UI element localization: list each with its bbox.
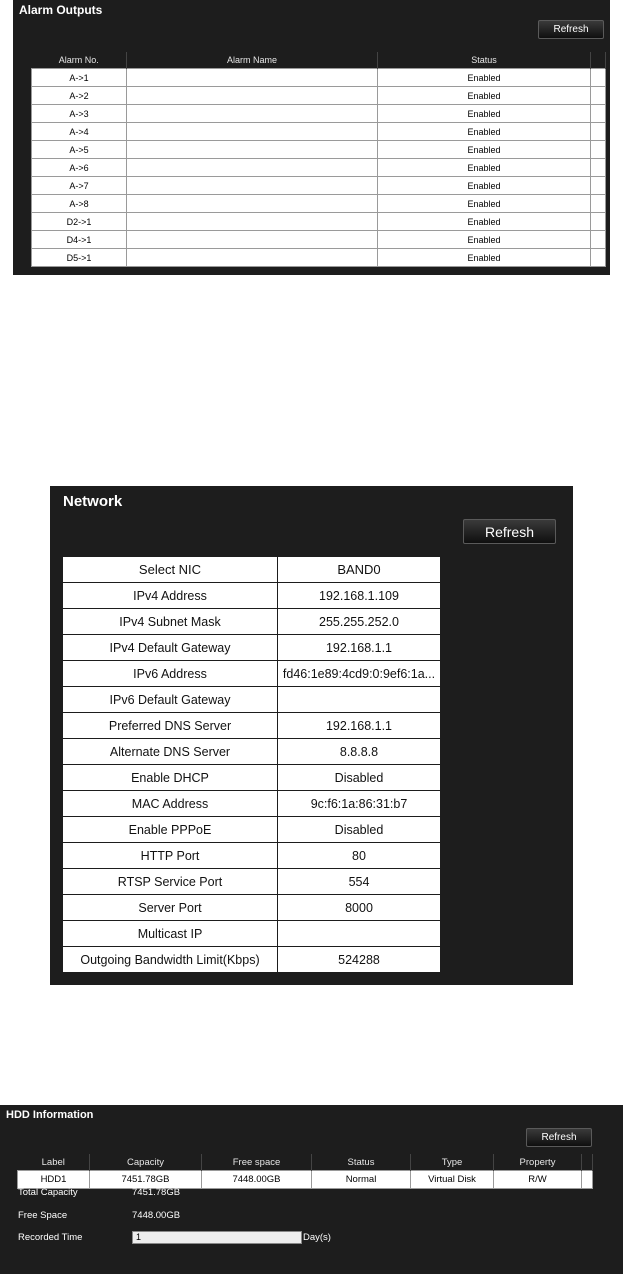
alarm-filler-cell bbox=[591, 195, 606, 213]
network-field-value: 80 bbox=[278, 843, 441, 869]
network-field-label: HTTP Port bbox=[63, 843, 278, 869]
free-space-value: 7448.00GB bbox=[132, 1210, 181, 1221]
column-header-free-space[interactable]: Free space bbox=[202, 1154, 312, 1171]
table-row bbox=[63, 687, 441, 713]
alarm-name-cell bbox=[127, 105, 378, 123]
alarm-outputs-table bbox=[31, 52, 606, 267]
alarm-status-cell: Enabled bbox=[378, 213, 591, 231]
table-row[interactable] bbox=[32, 69, 606, 87]
table-row[interactable] bbox=[32, 141, 606, 159]
network-field-value: Disabled bbox=[278, 765, 441, 791]
alarm-status-cell: Enabled bbox=[378, 159, 591, 177]
network-field-label: MAC Address bbox=[63, 791, 278, 817]
alarm-status-cell: Enabled bbox=[378, 249, 591, 267]
table-header-row bbox=[63, 557, 441, 583]
alarm-filler-cell bbox=[591, 231, 606, 249]
table-row bbox=[63, 947, 441, 973]
alarm-filler-cell bbox=[591, 159, 606, 177]
table-row[interactable] bbox=[32, 249, 606, 267]
network-field-value: 524288 bbox=[278, 947, 441, 973]
network-field-value bbox=[278, 687, 441, 713]
network-field-value: 192.168.1.1 bbox=[278, 635, 441, 661]
alarm-filler-cell bbox=[591, 69, 606, 87]
column-header-alarm-name[interactable]: Alarm Name bbox=[127, 52, 378, 69]
alarm-no-cell: A->8 bbox=[32, 195, 127, 213]
alarm-no-cell: A->1 bbox=[32, 69, 127, 87]
network-field-label: Multicast IP bbox=[63, 921, 278, 947]
hdd-information-panel bbox=[0, 1105, 623, 1274]
network-field-label: IPv4 Default Gateway bbox=[63, 635, 278, 661]
table-row bbox=[63, 713, 441, 739]
alarm-filler-cell bbox=[591, 141, 606, 159]
network-field-label: Preferred DNS Server bbox=[63, 713, 278, 739]
alarm-name-cell bbox=[127, 69, 378, 87]
table-row[interactable] bbox=[32, 213, 606, 231]
alarm-outputs-refresh-button[interactable]: Refresh bbox=[538, 20, 604, 39]
table-row bbox=[63, 817, 441, 843]
network-field-label: Outgoing Bandwidth Limit(Kbps) bbox=[63, 947, 278, 973]
network-field-value: 192.168.1.109 bbox=[278, 583, 441, 609]
column-header-type[interactable]: Type bbox=[411, 1154, 494, 1171]
alarm-outputs-title: Alarm Outputs bbox=[19, 3, 103, 17]
alarm-status-cell: Enabled bbox=[378, 69, 591, 87]
network-field-value: 255.255.252.0 bbox=[278, 609, 441, 635]
hdd-status-cell: Normal bbox=[312, 1171, 411, 1189]
hdd-label-cell: HDD1 bbox=[18, 1171, 90, 1189]
network-field-value: Disabled bbox=[278, 817, 441, 843]
alarm-status-cell: Enabled bbox=[378, 177, 591, 195]
recorded-time-input[interactable]: 1 bbox=[132, 1231, 302, 1244]
network-field-value: fd46:1e89:4cd9:0:9ef6:1a... bbox=[278, 661, 441, 687]
network-field-label: IPv4 Subnet Mask bbox=[63, 609, 278, 635]
alarm-name-cell bbox=[127, 159, 378, 177]
hdd-property-cell: R/W bbox=[494, 1171, 582, 1189]
alarm-no-cell: A->7 bbox=[32, 177, 127, 195]
table-row bbox=[63, 739, 441, 765]
table-row[interactable] bbox=[32, 105, 606, 123]
alarm-filler-cell bbox=[591, 105, 606, 123]
hdd-capacity-cell: 7451.78GB bbox=[90, 1171, 202, 1189]
table-row bbox=[63, 921, 441, 947]
select-nic-value[interactable]: BAND0 bbox=[278, 557, 441, 583]
network-field-label: IPv6 Address bbox=[63, 661, 278, 687]
network-field-value: 8000 bbox=[278, 895, 441, 921]
alarm-name-cell bbox=[127, 195, 378, 213]
table-row bbox=[63, 843, 441, 869]
network-field-label: Alternate DNS Server bbox=[63, 739, 278, 765]
table-row[interactable] bbox=[32, 177, 606, 195]
alarm-status-cell: Enabled bbox=[378, 231, 591, 249]
alarm-name-cell bbox=[127, 177, 378, 195]
alarm-filler-cell bbox=[591, 123, 606, 141]
alarm-name-cell bbox=[127, 213, 378, 231]
alarm-status-cell: Enabled bbox=[378, 123, 591, 141]
network-field-label: IPv4 Address bbox=[63, 583, 278, 609]
column-header-status[interactable]: Status bbox=[378, 52, 591, 69]
table-row bbox=[63, 635, 441, 661]
column-header-property[interactable]: Property bbox=[494, 1154, 582, 1171]
column-header-label[interactable]: Label bbox=[18, 1154, 90, 1171]
alarm-filler-cell bbox=[591, 213, 606, 231]
table-row[interactable] bbox=[32, 231, 606, 249]
alarm-name-cell bbox=[127, 123, 378, 141]
alarm-no-cell: A->2 bbox=[32, 87, 127, 105]
alarm-name-cell bbox=[127, 141, 378, 159]
table-row[interactable] bbox=[32, 123, 606, 141]
hdd-refresh-button[interactable]: Refresh bbox=[526, 1128, 592, 1147]
hdd-type-cell: Virtual Disk bbox=[411, 1171, 494, 1189]
total-capacity-label: Total Capacity bbox=[18, 1187, 78, 1198]
alarm-status-cell: Enabled bbox=[378, 195, 591, 213]
recorded-time-unit: Day(s) bbox=[303, 1232, 331, 1243]
alarm-filler-cell bbox=[591, 177, 606, 195]
network-field-value bbox=[278, 921, 441, 947]
alarm-name-cell bbox=[127, 231, 378, 249]
table-header-row bbox=[18, 1154, 593, 1171]
table-row[interactable] bbox=[32, 195, 606, 213]
alarm-name-cell bbox=[127, 249, 378, 267]
table-row bbox=[63, 869, 441, 895]
alarm-status-cell: Enabled bbox=[378, 87, 591, 105]
network-field-value: 9c:f6:1a:86:31:b7 bbox=[278, 791, 441, 817]
column-header-capacity[interactable]: Capacity bbox=[90, 1154, 202, 1171]
alarm-no-cell: D5->1 bbox=[32, 249, 127, 267]
alarm-no-cell: D4->1 bbox=[32, 231, 127, 249]
select-nic-label: Select NIC bbox=[63, 557, 278, 583]
network-field-label: Enable PPPoE bbox=[63, 817, 278, 843]
alarm-outputs-panel bbox=[13, 0, 610, 275]
table-row bbox=[63, 765, 441, 791]
column-header-filler bbox=[591, 52, 606, 69]
table-row bbox=[63, 791, 441, 817]
recorded-time-label: Recorded Time bbox=[18, 1232, 83, 1243]
table-row bbox=[63, 661, 441, 687]
free-space-label: Free Space bbox=[18, 1210, 68, 1221]
network-panel bbox=[50, 486, 573, 985]
alarm-no-cell: A->6 bbox=[32, 159, 127, 177]
table-row bbox=[63, 895, 441, 921]
network-field-label: Enable DHCP bbox=[63, 765, 278, 791]
alarm-name-cell bbox=[127, 87, 378, 105]
alarm-status-cell: Enabled bbox=[378, 141, 591, 159]
table-header-row bbox=[32, 52, 606, 69]
table-row[interactable] bbox=[32, 87, 606, 105]
network-field-label: RTSP Service Port bbox=[63, 869, 278, 895]
column-header-status[interactable]: Status bbox=[312, 1154, 411, 1171]
table-row[interactable] bbox=[18, 1171, 593, 1189]
hdd-filler-cell bbox=[582, 1171, 593, 1189]
alarm-no-cell: A->5 bbox=[32, 141, 127, 159]
total-capacity-value: 7451.78GB bbox=[132, 1187, 181, 1198]
alarm-no-cell: A->4 bbox=[32, 123, 127, 141]
table-row bbox=[63, 609, 441, 635]
network-title: Network bbox=[63, 493, 123, 510]
network-field-value: 8.8.8.8 bbox=[278, 739, 441, 765]
table-row bbox=[63, 583, 441, 609]
column-header-filler bbox=[582, 1154, 593, 1171]
network-field-value: 554 bbox=[278, 869, 441, 895]
column-header-alarm-no[interactable]: Alarm No. bbox=[32, 52, 127, 69]
network-field-value: 192.168.1.1 bbox=[278, 713, 441, 739]
network-field-label: IPv6 Default Gateway bbox=[63, 687, 278, 713]
network-field-label: Server Port bbox=[63, 895, 278, 921]
table-row[interactable] bbox=[32, 159, 606, 177]
hdd-free-cell: 7448.00GB bbox=[202, 1171, 312, 1189]
alarm-no-cell: D2->1 bbox=[32, 213, 127, 231]
hdd-information-title: HDD Information bbox=[6, 1109, 94, 1121]
network-refresh-button[interactable]: Refresh bbox=[463, 519, 556, 544]
alarm-filler-cell bbox=[591, 249, 606, 267]
alarm-filler-cell bbox=[591, 87, 606, 105]
alarm-status-cell: Enabled bbox=[378, 105, 591, 123]
hdd-table bbox=[17, 1154, 593, 1189]
alarm-no-cell: A->3 bbox=[32, 105, 127, 123]
network-table bbox=[62, 556, 441, 973]
